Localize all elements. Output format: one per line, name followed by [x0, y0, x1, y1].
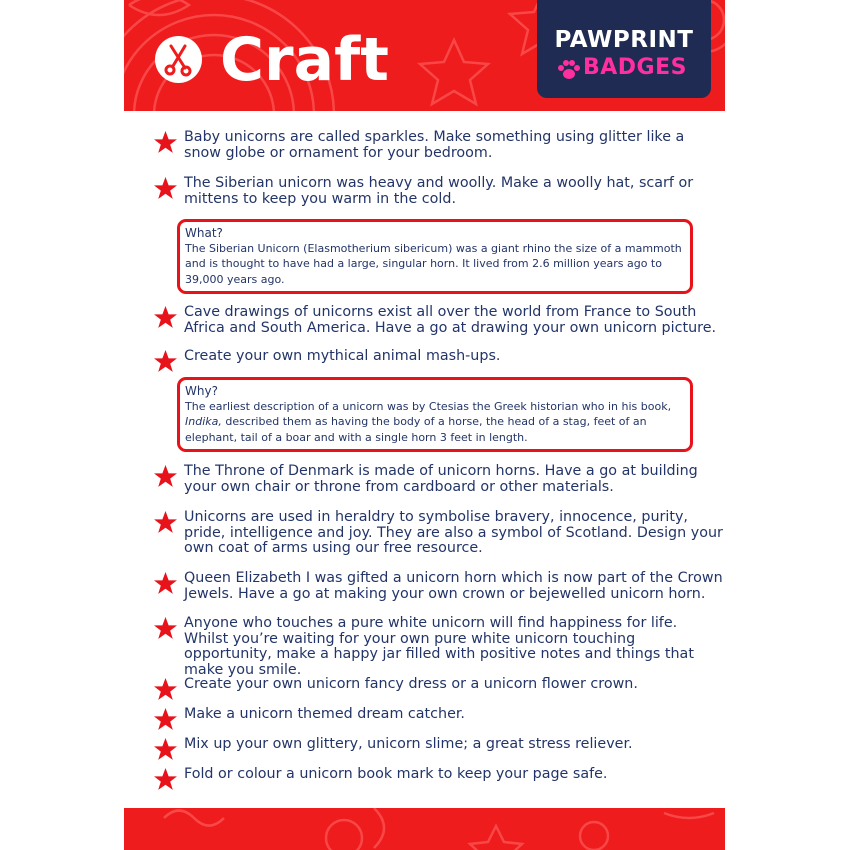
- list-item-text: Make a unicorn themed dream catcher.: [184, 706, 465, 722]
- why-box-title: Why?: [185, 384, 218, 398]
- what-info-box: [177, 219, 693, 294]
- star-bullet-icon: [153, 349, 178, 374]
- star-bullet-icon: [153, 767, 178, 792]
- star-bullet-icon: [153, 737, 178, 762]
- star-bullet-icon: [153, 677, 178, 702]
- star-bullet-icon: [153, 616, 178, 641]
- why-body-book-title: Indika,: [185, 415, 222, 429]
- star-bullet-icon: [153, 305, 178, 330]
- star-bullet-icon: [153, 130, 178, 155]
- list-item-text: The Siberian unicorn was heavy and woolly. Make a woolly hat, scarf or mittens to keep you warm in the cold.: [184, 175, 694, 207]
- star-bullet-icon: [153, 176, 178, 201]
- what-box-body: The Siberian Unicorn (Elasmotherium sibericum) was a giant rhino the size of a mammoth and is thought to have had a large, singular horn. It lived from 2.6 million years ago to 39,000 years ago.: [185, 242, 682, 286]
- logo-line1: PAWPRINT: [554, 27, 694, 53]
- what-box-title: What?: [185, 226, 223, 240]
- list-item-text: Mix up your own glittery, unicorn slime; a great stress reliever.: [184, 736, 633, 752]
- pawprint-badges-logo: [537, 0, 711, 98]
- footer-decoration: [124, 808, 725, 850]
- page-title: Craft: [220, 25, 389, 95]
- why-box-body: [185, 399, 686, 445]
- star-bullet-icon: [153, 510, 178, 535]
- scissors-icon-badge: [155, 36, 202, 83]
- list-item-text: Create your own mythical animal mash-ups.: [184, 348, 501, 364]
- list-item-text: Fold or colour a unicorn book mark to keep your page safe.: [184, 766, 608, 782]
- list-item-text: Queen Elizabeth I was gifted a unicorn horn which is now part of the Crown Jewels. Have a go at making your own crown or bejewelled unicorn horn.: [184, 570, 723, 602]
- list-item-text: Unicorns are used in heraldry to symbolise bravery, innocence, purity, pride, intelligence and joy. They are also a symbol of Scotland. Design your own coat of arms using our free resource.: [184, 509, 723, 556]
- list-item-text: Anyone who touches a pure white unicorn will find happiness for life. Whilst you’re waiting for your own pure white unicorn touching opportunity, make a happy jar filled with positive notes and things that make you smile.: [184, 615, 694, 678]
- scissors-icon: [155, 36, 202, 83]
- why-body-start: The earliest description of a unicorn was by Ctesias the Greek historian who in his book,: [185, 400, 672, 413]
- list-item-text: Baby unicorns are called sparkles. Make something using glitter like a snow globe or ornament for your bedroom.: [184, 129, 685, 161]
- list-item-text: Create your own unicorn fancy dress or a unicorn flower crown.: [184, 676, 638, 692]
- why-info-box: [177, 377, 693, 452]
- paw-icon: [556, 57, 582, 83]
- why-body-end: described them as having the body of a horse, the head of a stag, feet of an elephant, tail of a boar and with a single horn 3 feet in length.: [185, 415, 647, 444]
- star-bullet-icon: [153, 571, 178, 596]
- list-item-text: The Throne of Denmark is made of unicorn horns. Have a go at building your own chair or throne from cardboard or other materials.: [184, 463, 698, 495]
- star-bullet-icon: [153, 707, 178, 732]
- logo-line2: BADGES: [583, 55, 687, 80]
- document-page: [124, 0, 725, 850]
- header-banner: [124, 0, 725, 111]
- list-item-text: Cave drawings of unicorns exist all over the world from France to South Africa and South America. Have a go at drawing your own unicorn picture.: [184, 304, 717, 336]
- footer-banner: [124, 808, 725, 850]
- star-bullet-icon: [153, 464, 178, 489]
